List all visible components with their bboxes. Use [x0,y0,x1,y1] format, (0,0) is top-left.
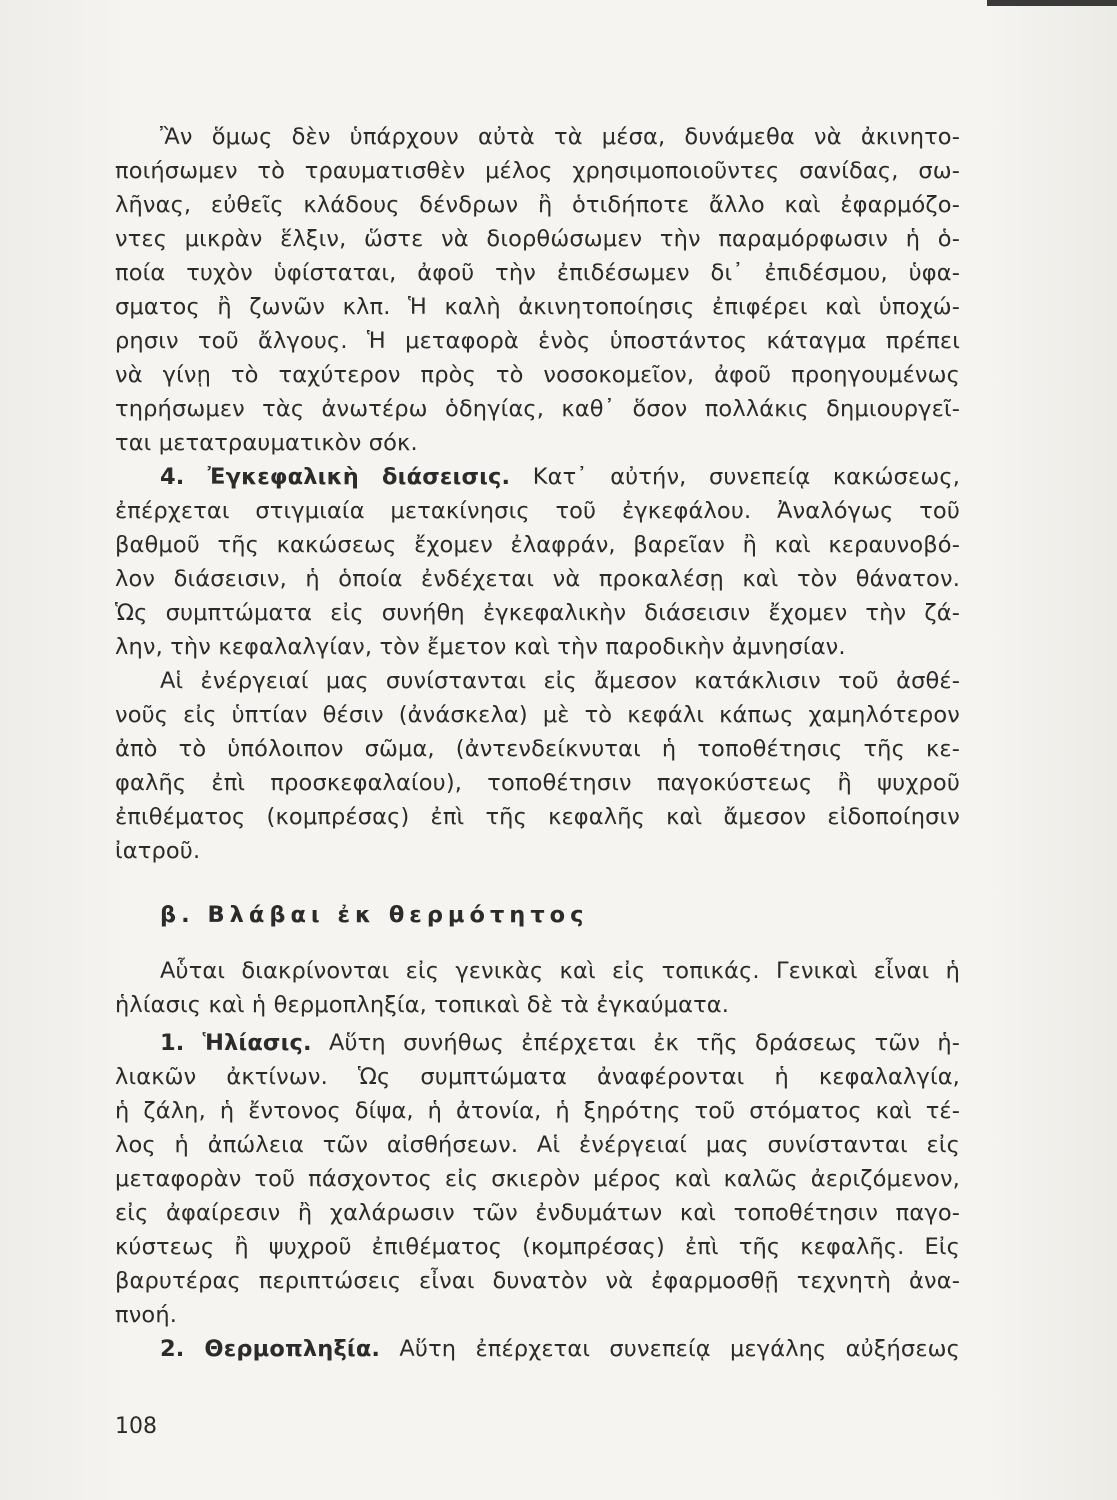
text-line [160,664,960,698]
text-line [115,562,960,596]
line-text: μεταφορὰν τοῦ πάσχοντος εἰς σκιερὸν μέρος καὶ καλῶς ἀεριζόμενον, [115,1166,960,1192]
text-line [115,290,960,324]
subsection-title: 2. Θερμοπληξία. [160,1336,381,1362]
line-text: νὰ γίνῃ τὸ ταχύτερον πρὸς τὸ νοσοκομεῖον, ἀφοῦ προηγουμένως [115,362,960,388]
section-heading [160,898,960,932]
scan-edge [987,0,1117,6]
line-text: φαλῆς ἐπὶ προσκεφαλαίου), τοποθέτησιν παγοκύστεως ἢ ψυχροῦ [115,770,960,796]
line-text: βαθμοῦ τῆς κακώσεως ἔχομεν ἐλαφράν, βαρεῖαν ἢ καὶ κεραυνοβό- [115,532,960,558]
line-text: ἐπέρχεται στιγμιαία μετακίνησις τοῦ ἐγκεφάλου. Ἀναλόγως τοῦ [115,498,960,524]
line-text: πνοή. [115,1302,178,1328]
text-line [160,120,960,154]
text-line [115,766,960,800]
line-text: Κατ᾿ αὐτήν, συνεπείᾳ κακώσεως, [510,464,960,490]
text-line [115,1094,960,1128]
heading-text: β. Βλάβαι ἐκ θερμότητος [160,902,589,928]
line-text: λος ἡ ἀπώλεια τῶν αἰσθήσεων. Αἱ ἐνέργειαί μας συνίστανται εἰς [115,1132,960,1158]
text-line [115,154,960,188]
line-text: Αὕτη ἐπέρχεται συνεπείᾳ μεγάλης αὐξήσεως [380,1336,961,1362]
text-line [115,392,960,426]
line-text: Αἱ ἐνέργειαί μας συνίστανται εἰς ἄμεσον κατάκλισιν τοῦ ἀσθέ- [160,668,960,694]
text-line [115,1196,960,1230]
subsection-title: 1. Ἡλίασις. [160,1030,312,1056]
text-line [160,1026,960,1060]
text-line [115,596,960,630]
line-text: Ἂν ὅμως δὲν ὑπάρχουν αὐτὰ τὰ μέσα, δυνάμεθα νὰ ἀκινητο- [160,124,960,150]
text-line [115,800,960,834]
text-line [115,1298,960,1332]
text-line [115,494,960,528]
line-text: Αὗται διακρίνονται εἰς γενικὰς καὶ εἰς τοπικάς. Γενικαὶ εἶναι ἡ [160,958,960,984]
line-text: ἡλίασις καὶ ἡ θερμοπληξία, τοπικαὶ δὲ τὰ ἐγκαύματα. [115,992,730,1018]
line-text: Αὕτη συνήθως ἐπέρχεται ἐκ τῆς δράσεως τῶν ἡ- [311,1030,960,1056]
line-text: ἐπιθέματος (κομπρέσας) ἐπὶ τῆς κεφαλῆς καὶ ἄμεσον εἰδοποίησιν [115,804,960,830]
text-line [115,834,960,868]
text-line [115,1264,960,1298]
line-text: ἰατροῦ. [115,838,201,864]
line-text: σματος ἢ ζωνῶν κλπ. Ἡ καλὴ ἀκινητοποίησις ἐπιφέρει καὶ ὑποχώ- [115,294,960,320]
line-text: ται μετατραυματικὸν σόκ. [115,430,418,456]
line-text: τηρήσωμεν τὰς ἀνωτέρω ὁδηγίας, καθ᾿ ὅσον πολλάκις δημιουργεῖ- [115,396,960,422]
text-line [115,1162,960,1196]
line-text: ντες μικρὰν ἕλξιν, ὥστε νὰ διορθώσωμεν τὴν παραμόρφωσιν ἡ ὁ- [115,226,960,252]
text-line [115,630,960,664]
text-line [115,358,960,392]
text-line [160,460,960,494]
text-line [115,426,960,460]
text-line [160,1332,960,1366]
text-line [115,188,960,222]
line-text: βαρυτέρας περιπτώσεις εἶναι δυνατὸν νὰ ἐφαρμοσθῇ τεχνητὴ ἀνα- [115,1268,960,1294]
line-text: ἡ ζάλη, ἡ ἔντονος δίψα, ἡ ἀτονία, ἡ ξηρότης τοῦ στόματος καὶ τέ- [115,1098,960,1124]
line-text: λιακῶν ἀκτίνων. Ὡς συμπτώματα ἀναφέρονται ἡ κεφαλαλγία, [115,1064,960,1090]
line-text: ἀπὸ τὸ ὑπόλοιπον σῶμα, (ἀντενδείκνυται ἡ τοποθέτησις τῆς κε- [115,736,960,762]
text-line [115,1128,960,1162]
line-text: νοῦς εἰς ὑπτίαν θέσιν (ἀνάσκελα) μὲ τὸ κεφάλι κάπως χαμηλότερον [115,702,960,728]
text-line [115,1060,960,1094]
line-text: ποιήσωμεν τὸ τραυματισθὲν μέλος χρησιμοποιοῦντες σανίδας, σω- [115,158,960,184]
text-line [160,954,960,988]
line-text: εἰς ἀφαίρεσιν ἢ χαλάρωσιν τῶν ἐνδυμάτων καὶ τοποθέτησιν παγο- [115,1200,960,1226]
text-line [115,256,960,290]
text-line [115,528,960,562]
subsection-title: 4. Ἐγκεφαλικὴ διάσεισις. [160,464,511,490]
line-text: λην, τὴν κεφαλαλγίαν, τὸν ἔμετον καὶ τὴν παροδικὴν ἀμνησίαν. [115,634,846,660]
text-line [115,988,960,1022]
line-text: ποία τυχὸν ὑφίσταται, ἀφοῦ τὴν ἐπιδέσωμεν δι᾿ ἐπιδέσμου, ὑφα- [115,260,960,286]
line-text: λον διάσεισιν, ἡ ὁποία ἐνδέχεται νὰ προκαλέσῃ καὶ τὸν θάνατον. [115,566,960,592]
line-text: ρησιν τοῦ ἄλγους. Ἡ μεταφορὰ ἑνὸς ὑποστάντος κάταγμα πρέπει [115,328,960,354]
line-text: λῆνας, εὐθεῖς κλάδους δένδρων ἢ ὁτιδήποτε ἄλλο καὶ ἐφαρμόζο- [115,192,960,218]
page-number: 108 [115,1414,157,1439]
text-line [115,324,960,358]
line-text: Ὡς συμπτώματα εἰς συνήθη ἐγκεφαλικὴν διάσεισιν ἔχομεν τὴν ζά- [115,600,960,626]
text-line [115,698,960,732]
text-line [115,1230,960,1264]
line-text: κύστεως ἢ ψυχροῦ ἐπιθέματος (κομπρέσας) ἐπὶ τῆς κεφαλῆς. Εἰς [115,1234,960,1260]
text-line [115,732,960,766]
text-line [115,222,960,256]
